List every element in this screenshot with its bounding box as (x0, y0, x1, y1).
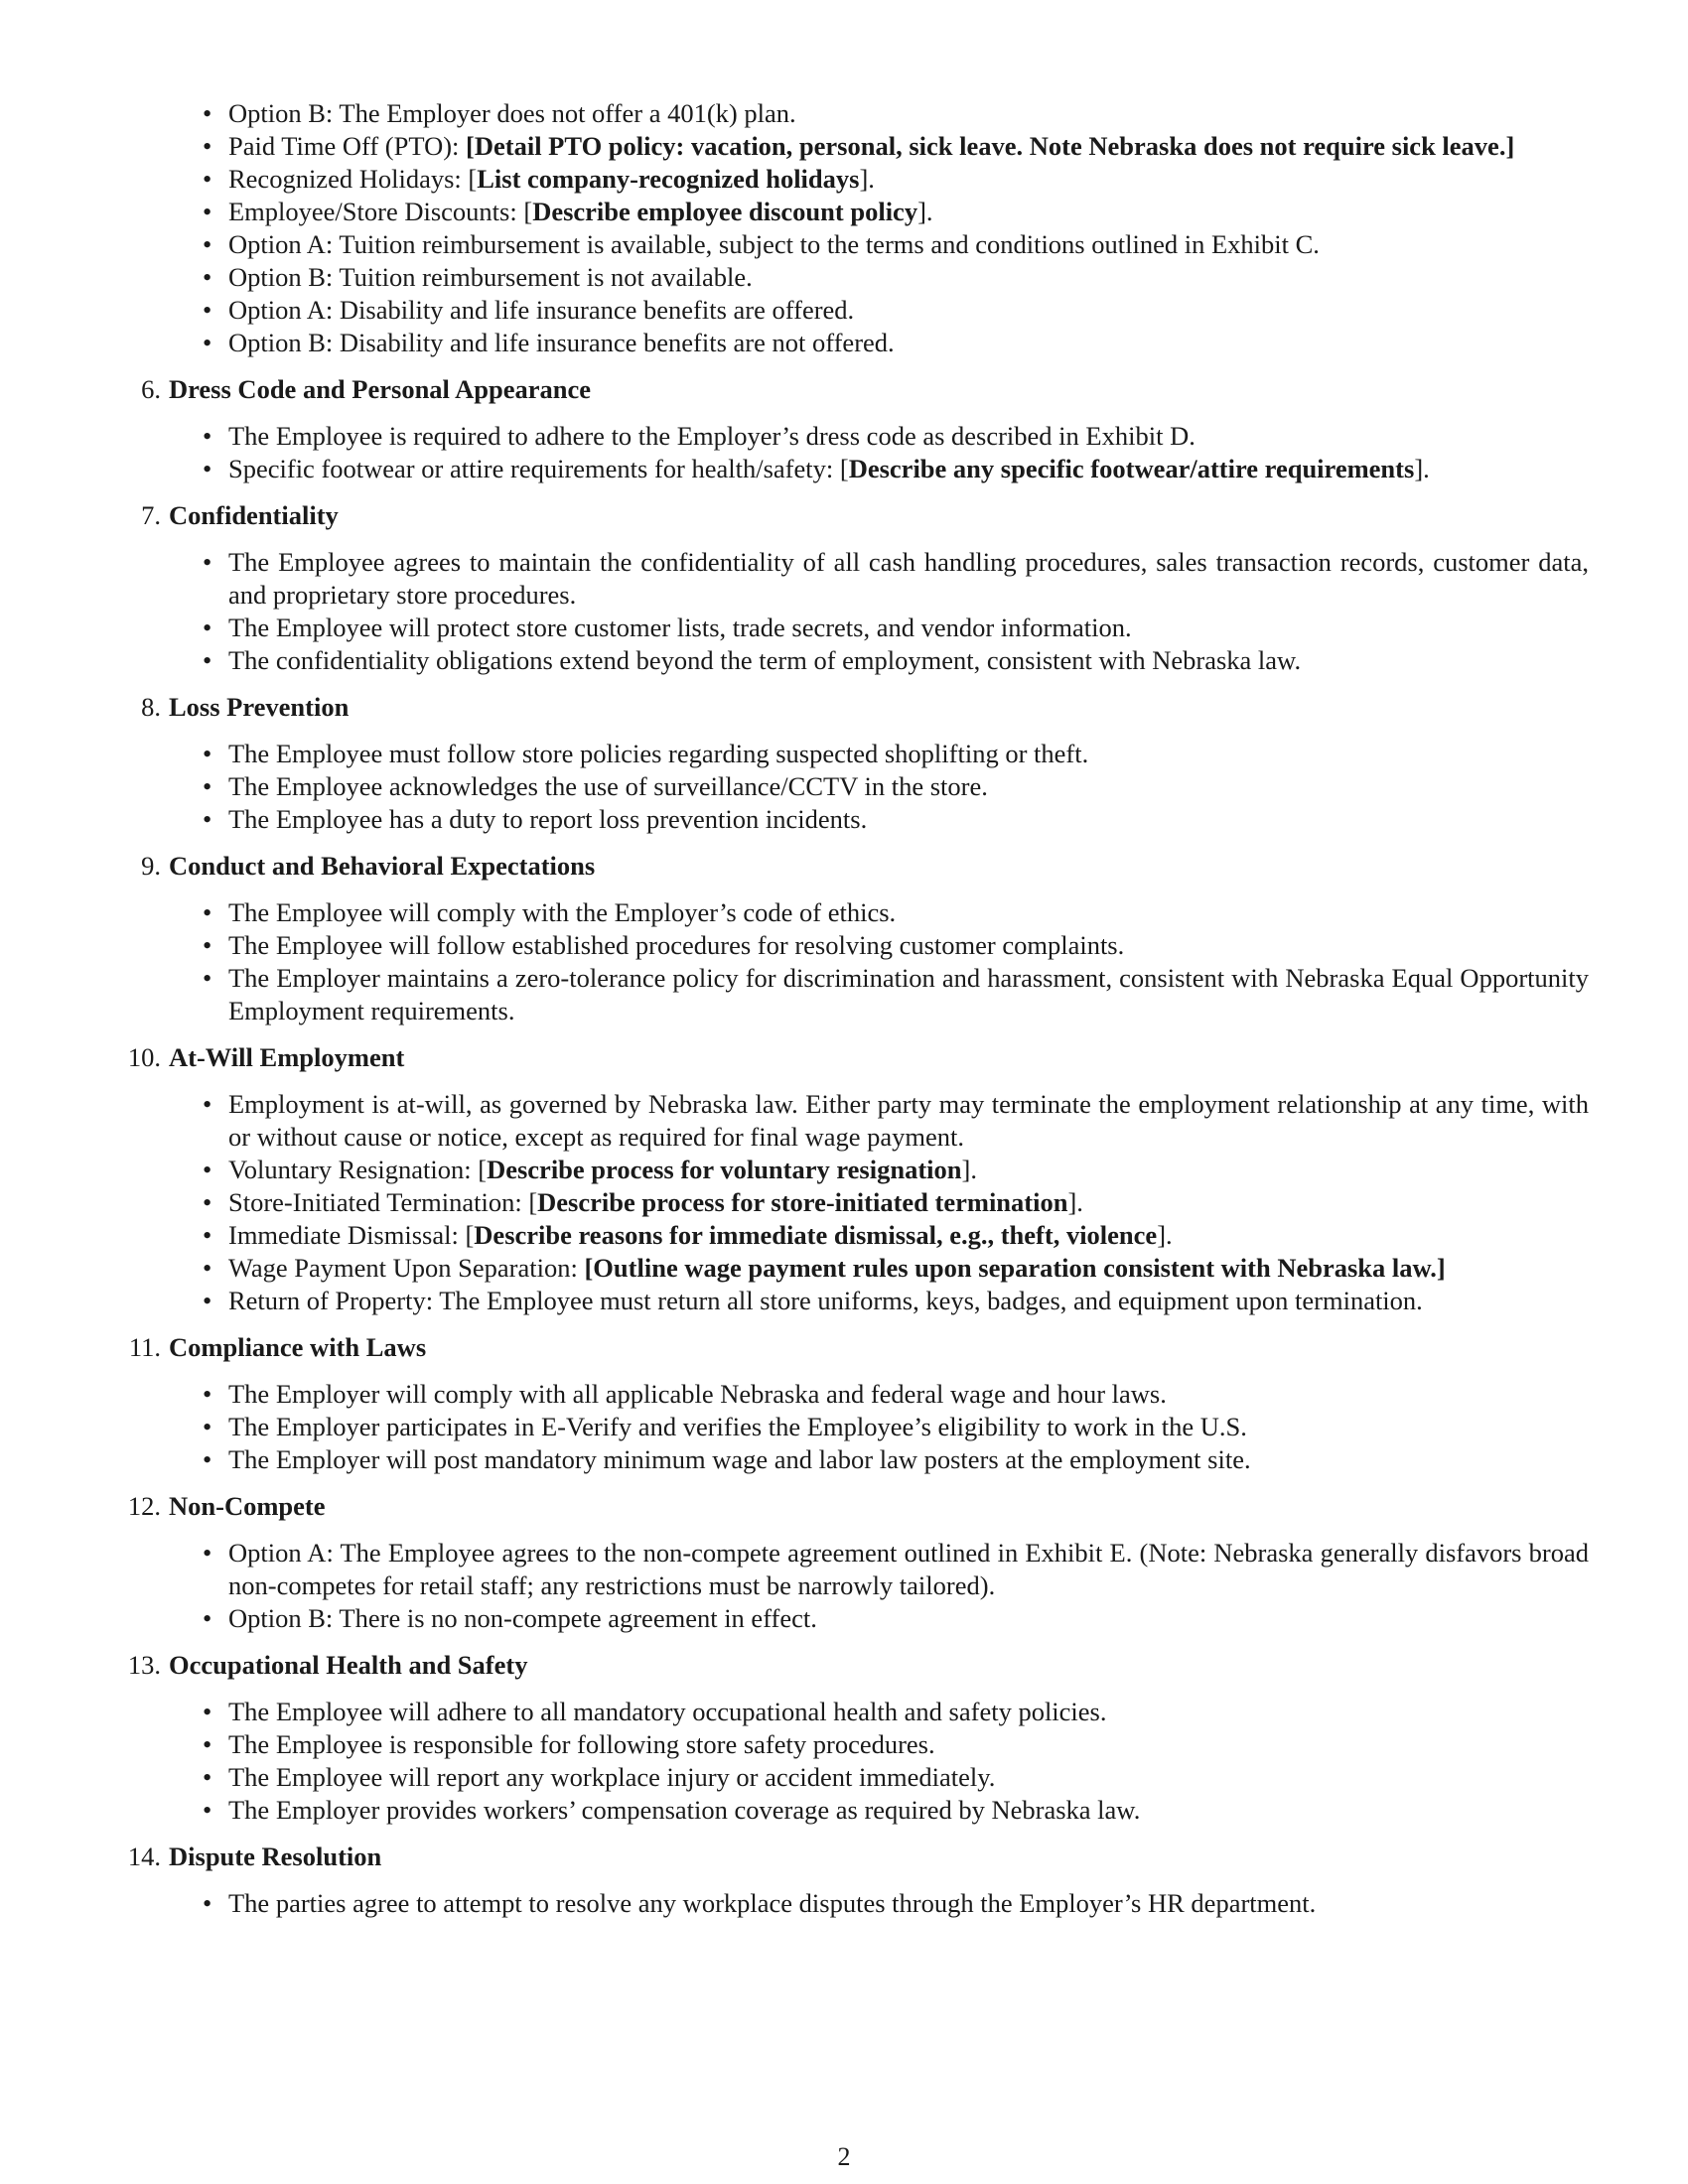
list-item: • Specific footwear or attire requirements for health/safety: [Describe any specific footwear/attire requirements]. (119, 453, 1589, 485)
list-item: • Recognized Holidays: [List company-recognized holidays]. (119, 163, 1589, 196)
list-item: • The Employer provides workers’ compensation coverage as required by Nebraska law. (119, 1794, 1589, 1827)
section-conduct (119, 850, 1589, 1027)
list-item: • Option A: Disability and life insurance benefits are offered. (119, 294, 1589, 327)
section-non-compete (119, 1490, 1589, 1635)
list-item: • Immediate Dismissal: [Describe reasons for immediate dismissal, e.g., theft, violence]. (119, 1219, 1589, 1252)
list-item: • The Employee will adhere to all mandatory occupational health and safety policies. (119, 1696, 1589, 1728)
section-title: Confidentiality (169, 500, 339, 530)
list-item: • The Employee agrees to maintain the confidentiality of all cash handling procedures, sales transaction records, customer data, and proprietary store procedures. (119, 546, 1589, 612)
section-title: Compliance with Laws (169, 1332, 427, 1362)
list-item: • The Employee is required to adhere to the Employer’s dress code as described in Exhibit D. (119, 420, 1589, 453)
section-bullet-list (119, 420, 1589, 485)
section-number: 7. (141, 500, 161, 530)
section-heading (119, 850, 1589, 883)
list-item: • The Employee will follow established procedures for resolving customer complaints. (119, 929, 1589, 962)
section-number: 8. (141, 692, 161, 722)
section-bullet-list (119, 546, 1589, 677)
section-title: Non-Compete (169, 1491, 326, 1521)
section-at-will-employment (119, 1041, 1589, 1317)
section-bullet-list (119, 1537, 1589, 1635)
section-confidentiality (119, 499, 1589, 677)
list-item: • The Employee will comply with the Employer’s code of ethics. (119, 896, 1589, 929)
section-number: 13. (127, 1650, 161, 1680)
section-title: Conduct and Behavioral Expectations (169, 851, 596, 881)
list-item: • The Employee has a duty to report loss prevention incidents. (119, 803, 1589, 836)
intro-bullet-list (119, 97, 1589, 359)
section-health-safety (119, 1649, 1589, 1827)
list-item: • The Employee will report any workplace injury or accident immediately. (119, 1761, 1589, 1794)
section-heading (119, 1331, 1589, 1364)
list-item: • Option B: There is no non-compete agreement in effect. (119, 1602, 1589, 1635)
section-bullet-list (119, 1696, 1589, 1827)
list-item: • Store-Initiated Termination: [Describe process for store-initiated termination]. (119, 1186, 1589, 1219)
list-item: • Return of Property: The Employee must return all store uniforms, keys, badges, and equipment upon termination. (119, 1285, 1589, 1317)
section-number: 14. (127, 1842, 161, 1871)
section-title: Occupational Health and Safety (169, 1650, 528, 1680)
list-item: • Option B: Disability and life insurance benefits are not offered. (119, 327, 1589, 359)
section-bullet-list (119, 1088, 1589, 1317)
list-item: • The Employee is responsible for following store safety procedures. (119, 1728, 1589, 1761)
section-dispute-resolution (119, 1841, 1589, 1920)
list-item: • Option A: Tuition reimbursement is available, subject to the terms and conditions outlined in Exhibit C. (119, 228, 1589, 261)
section-heading (119, 1649, 1589, 1682)
list-item: • The Employer participates in E-Verify and verifies the Employee’s eligibility to work in the U.S. (119, 1411, 1589, 1443)
list-item: • Option B: Tuition reimbursement is not available. (119, 261, 1589, 294)
list-item: • The Employee acknowledges the use of surveillance/CCTV in the store. (119, 770, 1589, 803)
section-bullet-list (119, 738, 1589, 836)
list-item: • Wage Payment Upon Separation: [Outline wage payment rules upon separation consistent with Nebraska law.] (119, 1252, 1589, 1285)
list-item: • The Employer will post mandatory minimum wage and labor law posters at the employment site. (119, 1443, 1589, 1476)
section-dress-code (119, 373, 1589, 485)
section-heading (119, 1841, 1589, 1873)
list-item: • Employee/Store Discounts: [Describe employee discount policy]. (119, 196, 1589, 228)
section-heading (119, 373, 1589, 406)
list-item: • The confidentiality obligations extend beyond the term of employment, consistent with Nebraska law. (119, 644, 1589, 677)
list-item: • Option A: The Employee agrees to the non-compete agreement outlined in Exhibit E. (Note: Nebraska generally disfavors broad non-competes for retail staff; any restrictions must be narrowly tailored). (119, 1537, 1589, 1602)
section-bullet-list (119, 896, 1589, 1027)
list-item: • Option B: The Employer does not offer a 401(k) plan. (119, 97, 1589, 130)
section-heading (119, 1041, 1589, 1074)
section-bullet-list (119, 1887, 1589, 1920)
page-number: 2 (837, 2142, 851, 2171)
list-item: • The parties agree to attempt to resolve any workplace disputes through the Employer’s HR department. (119, 1887, 1589, 1920)
section-loss-prevention (119, 691, 1589, 836)
section-title: Loss Prevention (169, 692, 350, 722)
section-number: 11. (128, 1332, 161, 1362)
list-item: • Voluntary Resignation: [Describe process for voluntary resignation]. (119, 1154, 1589, 1186)
section-heading (119, 499, 1589, 532)
list-item: • The Employee must follow store policies regarding suspected shoplifting or theft. (119, 738, 1589, 770)
section-title: At-Will Employment (169, 1042, 405, 1072)
section-number: 6. (141, 374, 161, 404)
list-item: • The Employee will protect store customer lists, trade secrets, and vendor information. (119, 612, 1589, 644)
document-body (119, 97, 1589, 1920)
list-item: • The Employer maintains a zero-tolerance policy for discrimination and harassment, consistent with Nebraska Equal Opportunity Employment requirements. (119, 962, 1589, 1027)
section-number: 12. (127, 1491, 161, 1521)
section-heading (119, 1490, 1589, 1523)
list-item: • The Employer will comply with all applicable Nebraska and federal wage and hour laws. (119, 1378, 1589, 1411)
section-heading (119, 691, 1589, 724)
list-item: • Employment is at-will, as governed by Nebraska law. Either party may terminate the employment relationship at any time, with or without cause or notice, except as required for final wage payment. (119, 1088, 1589, 1154)
section-bullet-list (119, 1378, 1589, 1476)
section-number: 9. (141, 851, 161, 881)
list-item: • Paid Time Off (PTO): [Detail PTO policy: vacation, personal, sick leave. Note Nebraska does not require sick leave.] (119, 130, 1589, 163)
section-title: Dress Code and Personal Appearance (169, 374, 591, 404)
section-compliance (119, 1331, 1589, 1476)
section-number: 10. (127, 1042, 161, 1072)
section-title: Dispute Resolution (169, 1842, 382, 1871)
